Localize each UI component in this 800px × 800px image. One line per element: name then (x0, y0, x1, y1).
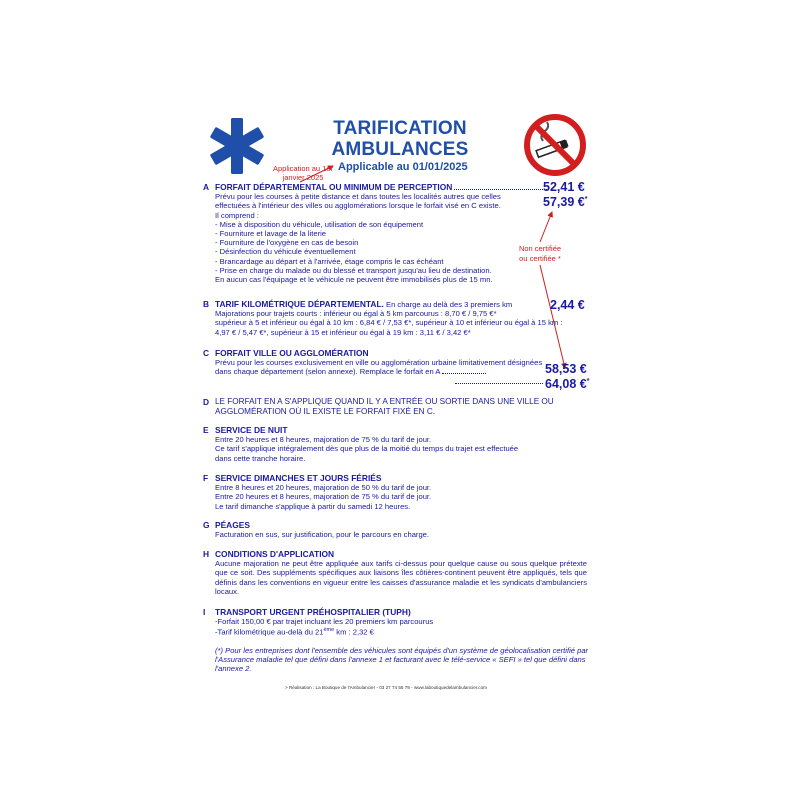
section-h (203, 550, 598, 596)
section-i (203, 608, 598, 637)
price-c-non-certified: 58,53 € (545, 362, 587, 376)
text-line: - Fourniture de l'oxygène en cas de besoin (215, 238, 359, 248)
text-line: - Prise en charge du malade ou du blessé et transport jusqu'au lieu de destination. (215, 265, 492, 275)
section-heading: SERVICE DIMANCHES ET JOURS FÉRIÉS (215, 473, 382, 483)
price-a-certified: 57,39 €* (543, 195, 588, 209)
text-line: - Brancardage au départ et à l'arrivée, étage compris le cas échéant (215, 256, 444, 266)
text-line: -Tarif kilométrique au-delà du 21ème km : 2,32 € (215, 627, 374, 637)
section-c (203, 349, 598, 386)
section-heading: TARIF KILOMÉTRIQUE DÉPARTEMENTAL. (215, 299, 384, 309)
section-letter: G (203, 520, 210, 530)
section-heading: FORFAIT VILLE OU AGGLOMÉRATION (215, 348, 369, 358)
page-subtitle: Applicable au 01/01/2025 (338, 161, 468, 173)
section-letter: E (203, 425, 209, 435)
section-letter: B (203, 299, 210, 309)
section-g (203, 521, 598, 539)
text-line: Il comprend : (215, 210, 259, 220)
footnote: (*) Pour les entreprises dont l'ensemble des véhicules sont équipés d'un système de géolocalisation certifié par l'Assurance maladie tel que défini dans l'annexe 1 et facturant avec le télé-service « SEFI » tel que défini dans l'annexe 2. (215, 646, 589, 674)
section-letter: I (203, 607, 206, 617)
section-b (203, 300, 598, 337)
text-line: LE FORFAIT EN A S'APPLIQUE QUAND IL Y A ENTRÉE OU SORTIE DANS UNE VILLE OU (215, 397, 554, 406)
section-letter: H (203, 549, 210, 559)
section-a (203, 183, 598, 284)
price-b: 2,44 € (550, 298, 585, 312)
text-line: - Mise à disposition du véhicule, utilisation de son équipement (215, 219, 424, 229)
section-heading: FORFAIT DÉPARTEMENTAL OU MINIMUM DE PERCEPTION (215, 182, 453, 192)
page-title: TARIFICATION AMBULANCES (331, 118, 469, 160)
text-line: Prévu pour les courses exclusivement en ville ou agglomération urbaine limitativement désignées (215, 358, 543, 368)
section-letter: C (203, 348, 210, 358)
text-line: Entre 20 heures et 8 heures, majoration de 75 % du tarif de jour. (215, 435, 432, 445)
application-note: Application au 1er janvier 2025 (272, 164, 334, 182)
paragraph: Aucune majoration ne peut être appliquée aux tarifs ci-dessus pour quelque cause ou sous quelque prétexte que ce soit. Des suppléments spécifiques aux liaisons îles côtières-continent peuvent être appliqués, tels que définis dans les conventions en vigueur entre les caisses d'assurance maladie et les syndicats d'ambulanciers locaux. (215, 559, 587, 596)
text-line: supérieur à 5 et inférieur ou égal à 10 km : 6,84 € / 7,53 €*, supérieur à 10 et inférieur ou égal à 15 km : (215, 318, 563, 328)
price-a-non-certified: 52,41 € (543, 180, 585, 194)
text-line: Entre 20 heures et 8 heures, majoration de 75 % du tarif de jour. (215, 492, 432, 502)
certification-note: Non certifiée ou certifiée * (518, 244, 562, 263)
price-c-certified: 64,08 €* (545, 377, 590, 391)
section-letter: A (203, 182, 210, 192)
text-line: Facturation en sus, sur justification, pour le parcours en charge. (215, 530, 430, 540)
text-line: Entre 8 heures et 20 heures, majoration de 50 % du tarif de jour. (215, 483, 432, 493)
footer-credit: > Réalisation : La Boutique de l'Ambulancier - 03 27 74 55 79 - www.laboutiquedelambulancier.com (285, 685, 487, 690)
text-line: Le tarif dimanche s'applique à partir du samedi 12 heures. (215, 501, 411, 511)
text-line: dans cette tranche horaire. (215, 453, 306, 463)
section-heading: TRANSPORT URGENT PRÉHOSPITALIER (TUPH) (215, 607, 411, 617)
text-line: - Fourniture et lavage de la literie (215, 229, 327, 239)
text-line: - Désinfection du véhicule éventuellement (215, 247, 356, 257)
section-heading: CONDITIONS D'APPLICATION (215, 549, 335, 559)
text-line: effectuées à l'intérieur des villes ou agglomérations lorsque le forfait visé en C existe. (215, 201, 501, 211)
section-e (203, 426, 598, 463)
text-line: 4,97 € / 5,47 €*, supérieur à 15 et inférieur ou égal à 19 km : 3,11 € / 3,42 €* (215, 327, 471, 337)
text-line: Ce tarif s'applique intégralement dès que plus de la moitié du temps du trajet est effectuée (215, 444, 519, 454)
text-line: AGGLOMÉRATION OÙ IL EXISTE LE FORFAIT FIXÉ EN C. (215, 407, 436, 416)
section-heading: PÉAGES (215, 520, 250, 530)
text-line: En aucun cas l'équipage et le véhicule ne peuvent être immobilisés plus de 15 mn. (215, 275, 493, 285)
section-heading: SERVICE DE NUIT (215, 425, 288, 435)
section-d (203, 397, 598, 417)
section-letter: D (203, 397, 210, 407)
text-line: Majorations pour trajets courts : inférieur ou égal à 5 km parcourus : 8,70 € / 9,75 €* (215, 309, 497, 319)
heading-suffix: En charge au delà des 3 premiers km (383, 300, 513, 309)
section-letter: F (203, 473, 209, 483)
text-line: dans chaque département (selon annexe). Remplace le forfait en A (215, 367, 441, 377)
section-f (203, 474, 598, 511)
text-line: -Forfait 150,00 € par trajet incluant les 20 premiers km parcourus (215, 617, 434, 627)
text-line: Prévu pour les courses à petite distance et dans toutes les localités autres que celles (215, 192, 501, 202)
